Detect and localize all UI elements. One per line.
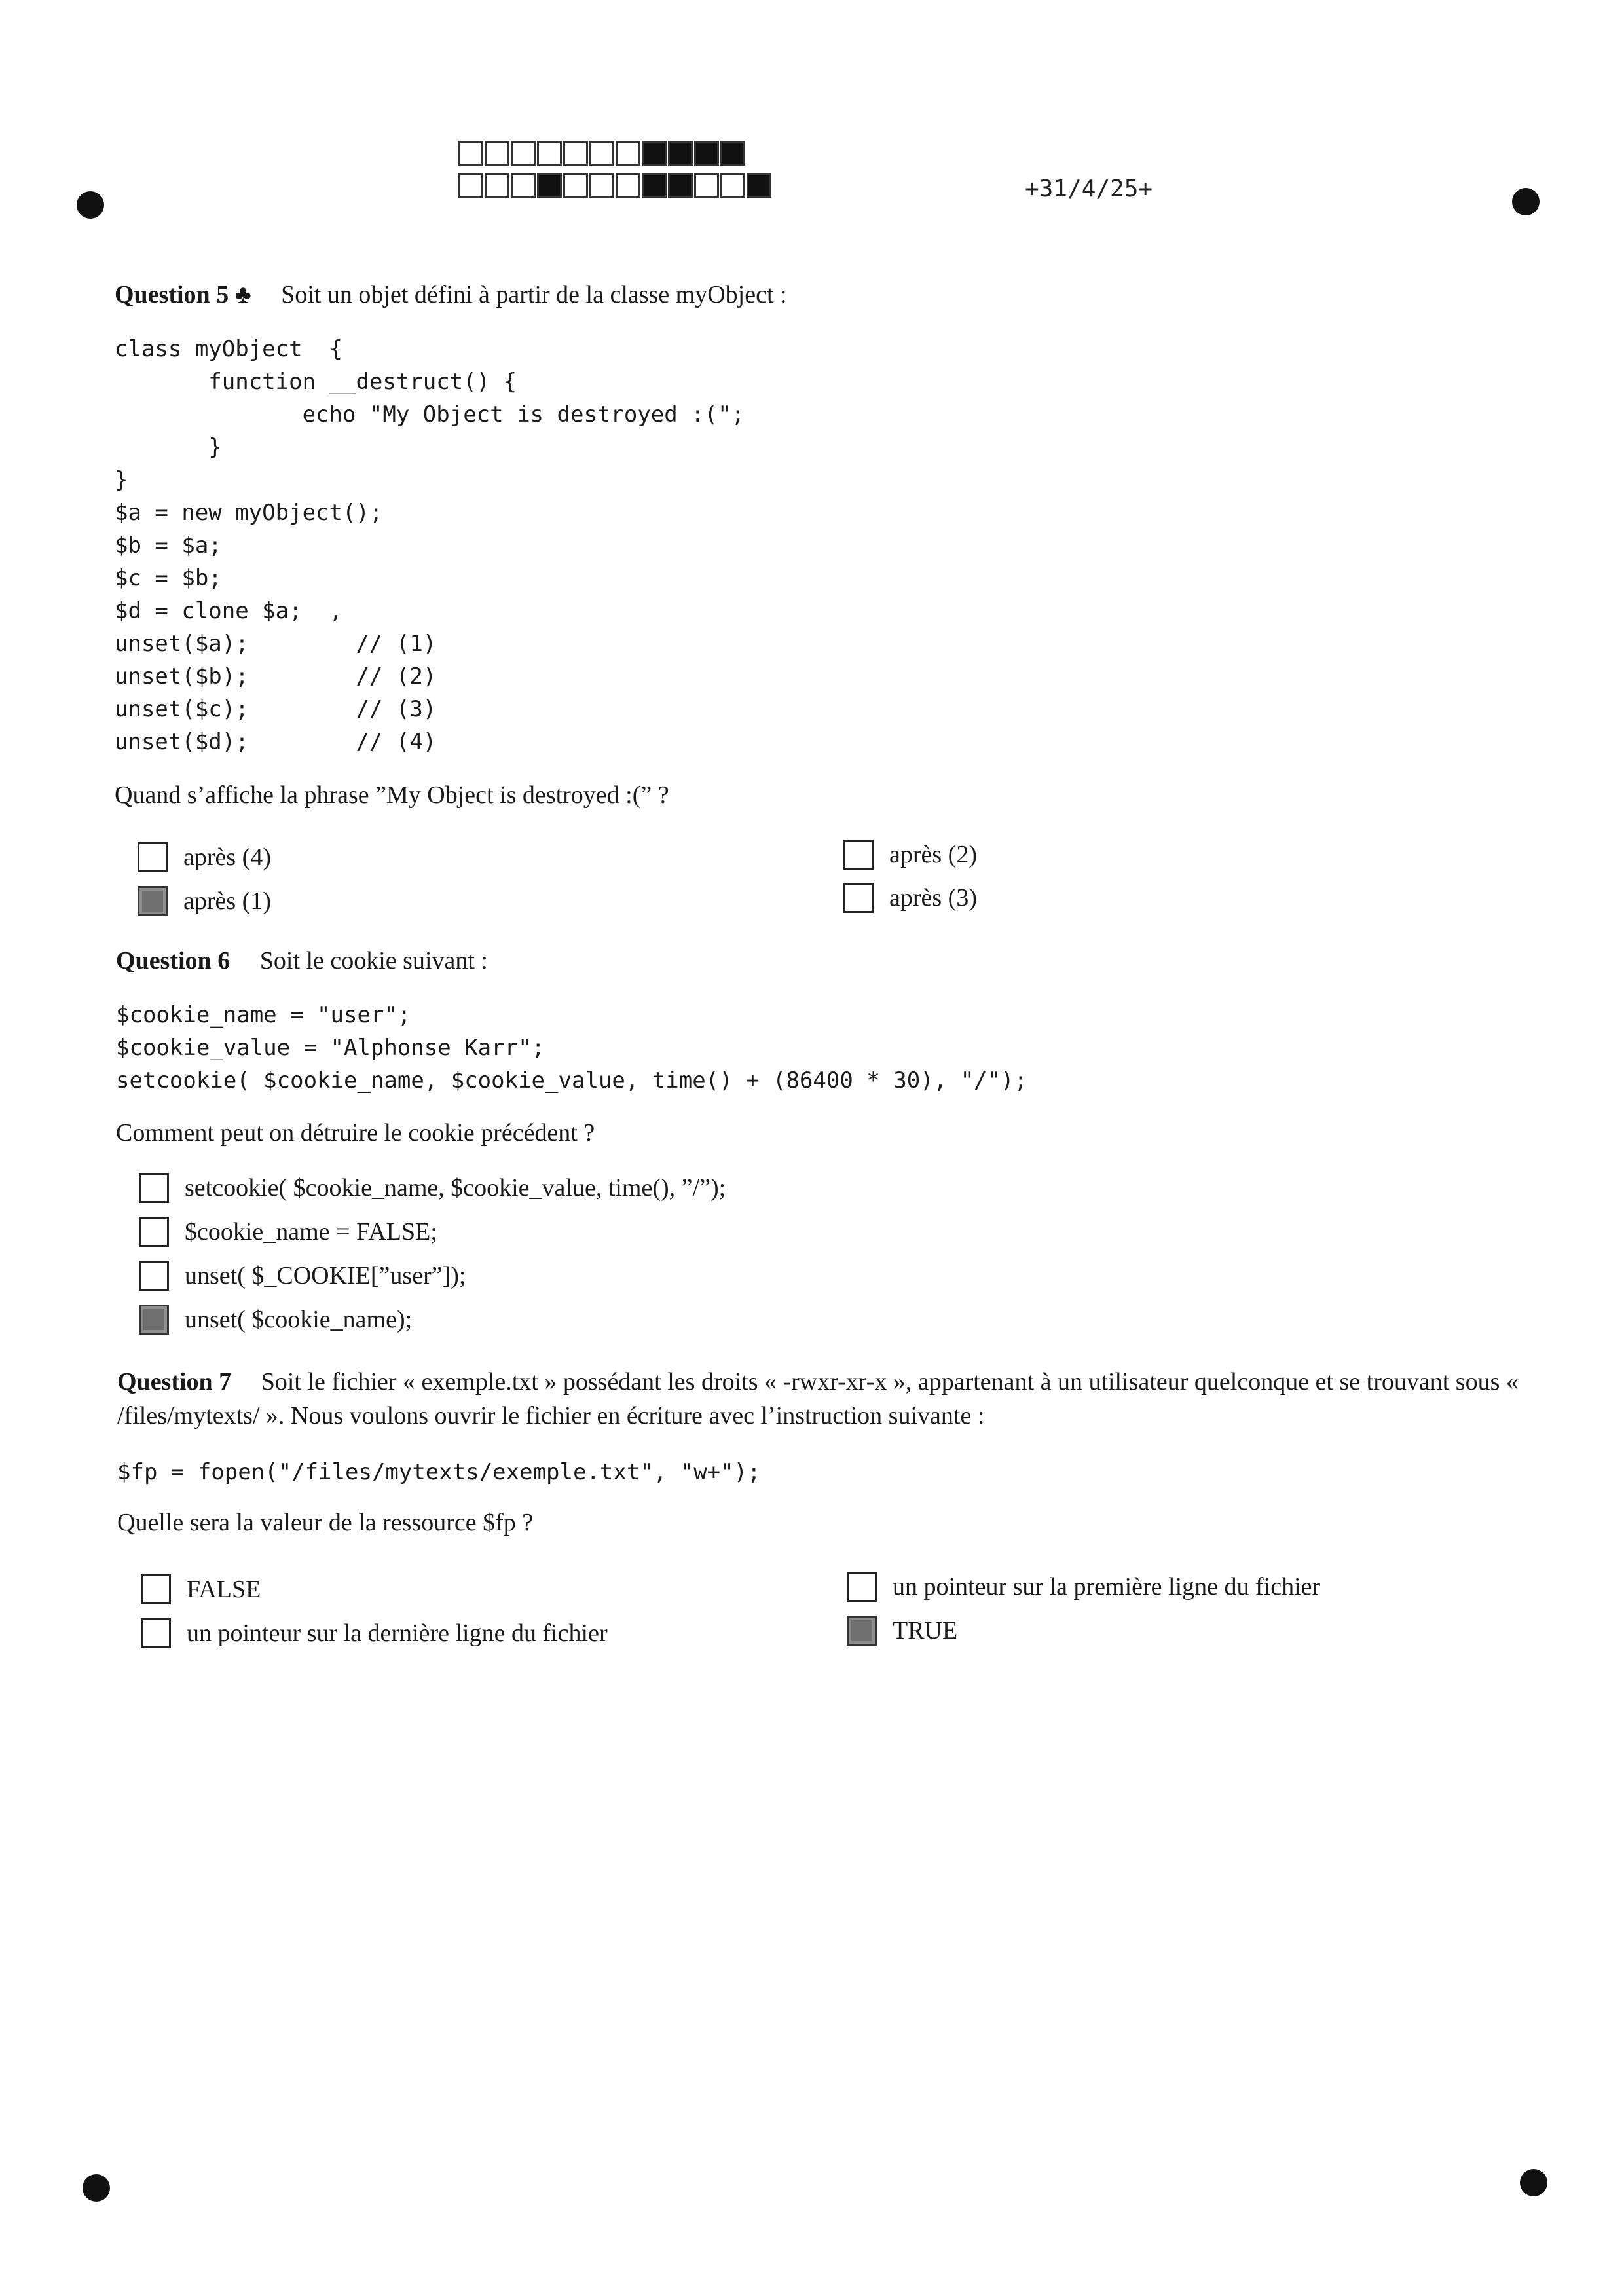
checkbox[interactable] (843, 883, 874, 913)
barcode-cell (458, 173, 483, 198)
barcode-cell (642, 173, 667, 198)
q7-option-first-line[interactable] (847, 1572, 1320, 1602)
question-5-number: Question 5 (115, 281, 229, 308)
q5-option-apres-3[interactable] (843, 883, 977, 913)
q7-option-true[interactable] (847, 1616, 957, 1646)
q6-option-unset-name[interactable] (139, 1305, 412, 1335)
option-label: unset( $cookie_name); (185, 1306, 413, 1333)
option-label: setcookie( $cookie_name, $cookie_value, time(), ”/”); (185, 1174, 726, 1202)
checkbox[interactable] (141, 1618, 171, 1648)
barcode-cell (694, 141, 719, 166)
option-label: après (2) (889, 841, 977, 868)
question-5-prompt: Quand s’affiche la phrase ”My Object is destroyed :(” ? (115, 781, 669, 809)
registration-mark-top-right (1512, 188, 1540, 215)
page-code: +31/4/25+ (1025, 176, 1153, 202)
option-label: après (4) (183, 843, 271, 871)
checkbox[interactable] (847, 1572, 877, 1602)
barcode-cell (668, 141, 693, 166)
barcode-cell (747, 173, 771, 198)
question-6-text: Soit le cookie suivant : (259, 947, 488, 974)
option-label: TRUE (893, 1617, 958, 1644)
checkbox[interactable] (139, 1217, 169, 1247)
barcode-cell (642, 141, 667, 166)
barcode-cell (563, 141, 588, 166)
question-5-heading (115, 280, 787, 309)
q5-option-apres-2[interactable] (843, 840, 977, 870)
question-5-code: class myObject { function __destruct() { echo "My Object is destroyed :("; } } $a = new myObject(); $b = $a; $c = $b; $d = clone $a; , unset($a); // (1) unset($b); // (2) unset($c); // (3) unset($d); // (4) (115, 336, 745, 755)
barcode-cell (694, 173, 719, 198)
checkbox[interactable] (138, 842, 168, 872)
q6-option-false[interactable] (139, 1217, 437, 1247)
checkbox[interactable] (843, 840, 874, 870)
checkbox[interactable] (139, 1261, 169, 1291)
question-6-code: $cookie_name = "user"; $cookie_value = "Alphonse Karr"; setcookie( $cookie_name, $cookie_value, time() + (86400 * 30), "/"); (116, 1002, 1027, 1094)
barcode-cell (720, 173, 745, 198)
option-label: après (1) (183, 887, 271, 915)
q5-option-apres-1[interactable] (138, 886, 271, 916)
q6-option-unset-cookie[interactable] (139, 1261, 466, 1291)
barcode-cell (668, 173, 693, 198)
question-6-heading (116, 946, 488, 975)
checkbox[interactable] (139, 1173, 169, 1203)
q6-option-setcookie[interactable] (139, 1173, 726, 1203)
question-6-prompt: Comment peut on détruire le cookie précédent ? (116, 1119, 595, 1147)
checkbox[interactable] (141, 1574, 171, 1604)
q7-option-last-line[interactable] (141, 1618, 608, 1648)
registration-mark-bottom-left (83, 2174, 110, 2202)
question-6-number: Question 6 (116, 947, 231, 974)
q7-option-false[interactable] (141, 1574, 261, 1604)
checkbox[interactable] (138, 886, 168, 916)
barcode-cell (537, 173, 562, 198)
option-label: unset( $_COOKIE[”user”]); (185, 1262, 466, 1289)
question-7-code: $fp = fopen("/files/mytexts/exemple.txt", "w+"); (117, 1459, 761, 1485)
barcode-row-1 (458, 141, 747, 166)
club-symbol: ♣ (234, 281, 251, 308)
barcode-cell (616, 173, 640, 198)
option-label: $cookie_name = FALSE; (185, 1218, 437, 1246)
question-7-heading (117, 1365, 1532, 1433)
barcode-cell (589, 141, 614, 166)
barcode-cell (720, 141, 745, 166)
option-label: après (3) (889, 884, 977, 912)
question-7-prompt: Quelle sera la valeur de la ressource $fp ? (117, 1509, 534, 1536)
question-5-text: Soit un objet défini à partir de la classe myObject : (281, 281, 787, 308)
barcode-cell (458, 141, 483, 166)
registration-mark-top-left (77, 191, 104, 219)
barcode-row-2 (458, 173, 773, 198)
barcode-cell (511, 173, 536, 198)
option-label: un pointeur sur la dernière ligne du fichier (187, 1620, 608, 1647)
barcode-cell (563, 173, 588, 198)
barcode-cell (616, 141, 640, 166)
option-label: FALSE (187, 1576, 261, 1603)
barcode-cell (511, 141, 536, 166)
checkbox[interactable] (847, 1616, 877, 1646)
barcode-cell (485, 173, 509, 198)
q5-option-apres-4[interactable] (138, 842, 271, 872)
option-label: un pointeur sur la première ligne du fichier (893, 1573, 1321, 1601)
barcode-cell (537, 141, 562, 166)
question-7-number: Question 7 (117, 1368, 232, 1396)
checkbox[interactable] (139, 1305, 169, 1335)
question-7-text: Soit le fichier « exemple.txt » possédant les droits « -rwxr-xr-x », appartenant à un utilisateur quelconque et se trouvant sous « /files/mytexts/ ». Nous voulons ouvrir le fichier en écriture avec l’instruction suivante : (117, 1368, 1519, 1430)
registration-mark-bottom-right (1520, 2169, 1547, 2196)
barcode-cell (485, 141, 509, 166)
barcode-cell (589, 173, 614, 198)
